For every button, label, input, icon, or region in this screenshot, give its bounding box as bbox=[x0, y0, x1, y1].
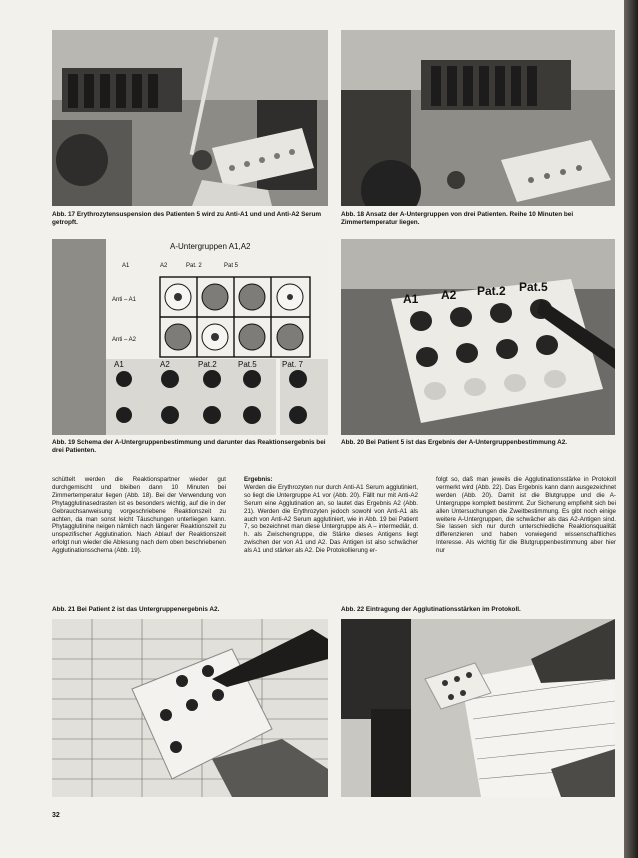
diagram-row-1: Anti – A1 bbox=[112, 297, 137, 303]
diagram-row-2: Anti – A2 bbox=[112, 337, 137, 343]
diagram-title: A-Untergruppen A1,A2 bbox=[170, 242, 251, 251]
diagram-abb19 bbox=[52, 239, 328, 435]
caption-abb19: Abb. 19 Schema der A-Untergruppenbestimmung und darunter das Reaktionsergebnis bei drei Patienten. bbox=[52, 439, 326, 454]
text-left: schüttelt werden die Reaktionspartner wieder gut durchgemischt und bleiben dann 10 Minuten bei Zimmertemperatur liegen (Abb. 18). Bei der Verwendung von Phytagglutinasedrasten ist es besonders wichtig, auf die in der Gebrauchsanweisung vorgeschriebene Reaktionszeit zu achten, da man sonst leicht Täuschungen unterliegen kann. Phytagglutinine neigen nämlich nach längerer Reaktionszeit zu unspezifischer Agglutination. Nach Ablauf der Reaktionszeit erfolgt nun wieder die Ablesung nach dem oben beschriebenen Agglutinationsschema (Abb. 19). bbox=[52, 476, 226, 555]
photo-abb20 bbox=[341, 239, 615, 435]
text-column-middle bbox=[244, 476, 418, 555]
photo20-label-3: Pat.2 bbox=[477, 284, 506, 298]
caption-abb18: Abb. 18 Ansatz der A-Untergruppen von drei Patienten. Reihe 10 Minuten bei Zimmertemperatur liegen. bbox=[341, 211, 574, 226]
book-spine-shadow bbox=[624, 0, 638, 858]
photo20-label-2: A2 bbox=[441, 288, 457, 302]
caption-abb17: Abb. 17 Erythrozytensuspension des Patienten 5 wird zu Anti-A1 und und Anti-A2 Serum getropft. bbox=[52, 211, 322, 226]
plate-label-1: A1 bbox=[114, 360, 124, 369]
plate-label-4: Pat.5 bbox=[238, 360, 257, 369]
text-column-left bbox=[52, 476, 226, 555]
text-right: folgt so, daß man jeweils die Agglutinationsstärke in Protokoll vermerkt wird (Abb. 22). Das Ergebnis kann dann ausgezeichnet werden (Abb. 20). Damit ist die Blutgruppe und die A-Untergruppe komplett bestimmt. Zur Sicherung empfiehlt sich bei allen Untersuchungen die Zweitbestimmung. Es gibt noch einige weitere A-Untergruppen, die schwächer als das A2-Antigen sind. Sie lassen sich nur durch unterschiedliche Reaktionsqualität differenzieren und haben vorwiegend wissenschaftliches Interesse. Als wichtig für die Blutgruppenbestimmung aber hier nur bbox=[436, 476, 616, 555]
photo-abb17 bbox=[52, 30, 328, 206]
photo20-label-1: A1 bbox=[403, 292, 419, 306]
diagram-col-3: Pat. 2 bbox=[186, 263, 202, 269]
photo-abb22 bbox=[341, 619, 615, 797]
text-middle: Werden die Erythrozyten nur durch Anti-A1 Serum agglutiniert, so liegt die Untergruppe A1 vor (Abb. 20). Fällt nur mit Anti-A2 Serum eine Agglutination an, so lautet das Ergebnis A2 (Abb. 21). Werden die Erythrozyten jedoch sowohl von Anti-A1 als auch von Anti-A2 Serum agglutiniert, wie in Abb. 19 bei Patient 7, so bezeichnet man diese Untergruppe als A – intermediär, d. h. als Zwischengruppe, die Stärke dieses Antigens liegt zwischen der von A1 und A2. Das Antigen ist also schwächer als A1 und stärker als A2. Die Protokollierung er- bbox=[244, 483, 418, 555]
photo20-label-4: Pat.5 bbox=[519, 280, 548, 294]
photo-abb18 bbox=[341, 30, 615, 206]
plate-label-5: Pat. 7 bbox=[282, 360, 303, 369]
diagram-col-1: A1 bbox=[122, 263, 130, 269]
result-heading: Ergebnis: bbox=[244, 476, 273, 483]
plate-label-2: A2 bbox=[160, 360, 170, 369]
caption-abb21: Abb. 21 Bei Patient 2 ist das Untergruppenergebnis A2. bbox=[52, 606, 220, 613]
photo-abb21 bbox=[52, 619, 328, 797]
caption-abb20: Abb. 20 Bei Patient 5 ist das Ergebnis der A-Untergruppenbestimmung A2. bbox=[341, 439, 568, 446]
caption-abb22: Abb. 22 Eintragung der Agglutinationsstärken im Protokoll. bbox=[341, 606, 521, 613]
plate-label-3: Pat.2 bbox=[198, 360, 217, 369]
text-column-right bbox=[436, 476, 616, 555]
diagram-col-4: Pat 5 bbox=[224, 263, 239, 269]
diagram-col-2: A2 bbox=[160, 263, 168, 269]
page-number: 32 bbox=[52, 812, 60, 819]
